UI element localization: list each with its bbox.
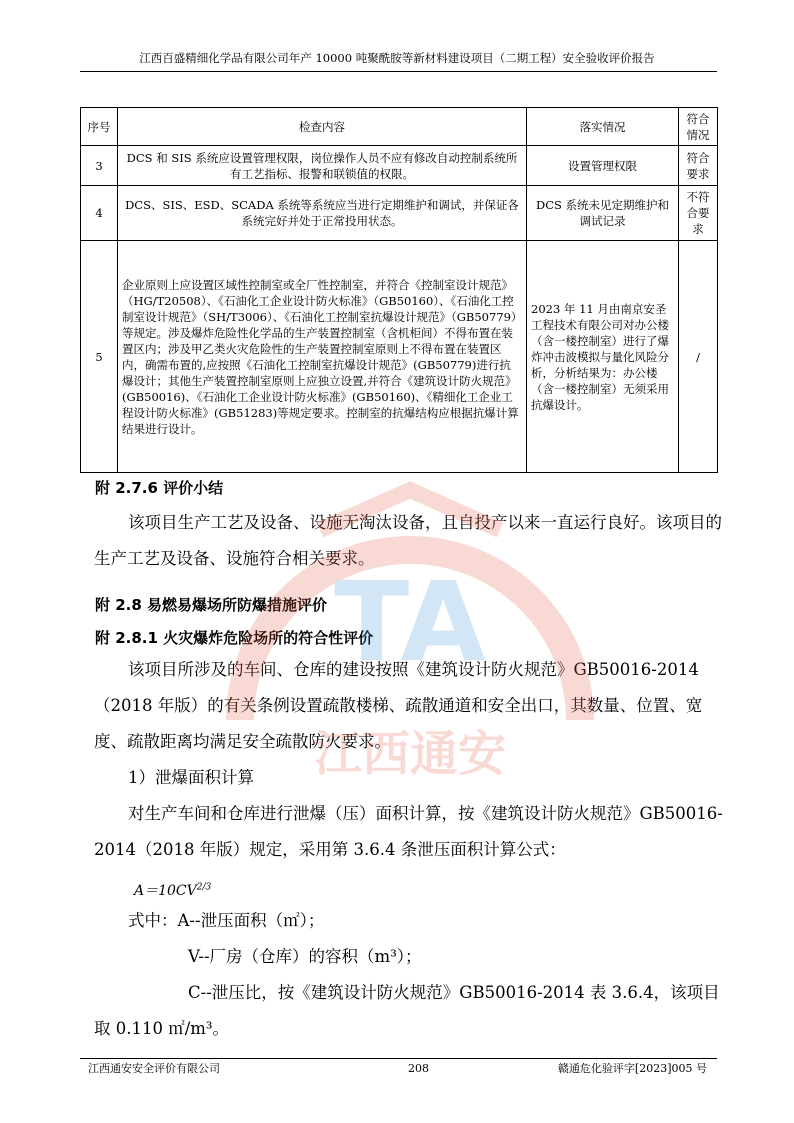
table-header-row — [81, 108, 718, 146]
row-no: 4 — [81, 186, 118, 241]
summary-paragraph — [94, 505, 724, 577]
row-result: / — [679, 241, 718, 473]
item-1-text: 对生产车间和仓库进行泄爆（压）面积计算，按《建筑设计防火规范》GB50016-2014（2018 年版）规定，采用第 3.6.4 条泄压面积计算公式： — [94, 804, 723, 859]
row-result: 不符合要求 — [679, 186, 718, 241]
row-status: DCS 系统未见定期维护和调试记录 — [527, 186, 679, 241]
row-result: 符合要求 — [679, 146, 718, 186]
evacuation-text: 该项目所涉及的车间、仓库的建设按照《建筑设计防火规范》GB50016-2014（2018 年版）的有关条例设置疏散楼梯、疏散通道和安全出口，其数量、位置、宽度、疏散距离均满足安全疏散防火要求。 — [94, 660, 703, 751]
item-1-title: 1）泄爆面积计算 — [128, 768, 254, 787]
header-result: 符合情况 — [679, 108, 718, 146]
summary-text: 该项目生产工艺及设备、设施无淘汰设备，且自投产以来一直运行良好。该项目的生产工艺及设备、设施符合相关要求。 — [94, 513, 722, 568]
legend-a: 式中：A--泄压面积（㎡）； — [128, 911, 325, 930]
section-2-8-1-title: 附 2.8.1 火灾爆炸危险场所的符合性评价 — [95, 629, 374, 647]
row-no: 3 — [81, 146, 118, 186]
section-2-7-6-title: 附 2.7.6 评价小结 — [95, 479, 224, 497]
row-status: 设置管理权限 — [527, 146, 679, 186]
footer-doc-number: 赣通危化验评字[2023]005 号 — [557, 1062, 707, 1075]
table-row — [81, 186, 718, 241]
section-2-8-title: 附 2.8 易燃易爆场所防爆措施评价 — [95, 596, 328, 614]
legend-c: C--泄压比，按《建筑设计防火规范》GB50016-2014 表 3.6.4，该项目取 0.110 ㎡/m³。 — [94, 983, 720, 1038]
header-content: 检查内容 — [118, 108, 527, 146]
header-divider — [80, 71, 717, 72]
footer-page-number: 208 — [408, 1062, 429, 1075]
inspection-table — [80, 107, 718, 473]
vent-area-formula — [134, 880, 211, 900]
row-content: DCS、SIS、ESD、SCADA 系统等系统应当进行定期维护和调试，并保证各系统完好并处于正常投用状态。 — [118, 186, 527, 241]
evacuation-paragraph — [94, 652, 724, 868]
row-no: 5 — [81, 241, 118, 473]
formula-legend — [94, 903, 724, 1047]
row-content: 企业原则上应设置区域性控制室或全厂性控制室，并符合《控制室设计规范》（HG/T20508）、《石油化工企业设计防火标准》（GB50160）、《石油化工控制室设计规范》（SH/T3006）、《石油化工控制室抗爆设计规范》（GB50779）等规定。涉及爆炸危险性化学品的生产装置控制室（含机柜间）不得布置在装置区内；涉及甲乙类火灾危险性的生产装置控制室原则上不得布置在装置区内，确需布置的,应按照《石油化工控制室抗爆设计规范》(GB50779)进行抗爆设计；其他生产装置控制室原则上应独立设置,并符合《建筑设计防火规范》(GB50016)、《石油化工企业设计防火标准》(GB50160)、《精细化工企业工程设计防火标准》(GB51283)等规定要求。控制室的抗爆结构应根据抗爆计算结果进行设计。 — [118, 241, 527, 473]
watermark-letters: TA — [334, 558, 486, 686]
row-status: 2023 年 11 月由南京安圣工程技术有限公司对办公楼（含一楼控制室）进行了爆炸冲击波模拟与量化风险分析，分析结果为：办公楼（含一楼控制室）无须采用抗爆设计。 — [527, 241, 679, 473]
formula-main: A＝10CV — [134, 883, 197, 899]
header-no: 序号 — [81, 108, 118, 146]
footer-company: 江西通安安全评价有限公司 — [88, 1062, 220, 1075]
formula-exponent: 2/3 — [196, 882, 212, 893]
watermark-text: 江西通安 — [313, 726, 507, 782]
page-header: 江西百盛精细化学品有限公司年产 10000 吨聚酰胺等新材料建设项目（二期工程）安全验收评价报告 — [139, 51, 655, 65]
row-content: DCS 和 SIS 系统应设置管理权限，岗位操作人员不应有修改自动控制系统所有工艺指标、报警和联锁值的权限。 — [118, 146, 527, 186]
footer-divider — [80, 1058, 717, 1059]
legend-v: V--厂房（仓库）的容积（m³）； — [188, 947, 422, 966]
table-row — [81, 146, 718, 186]
table-row — [81, 241, 718, 473]
header-status: 落实情况 — [527, 108, 679, 146]
